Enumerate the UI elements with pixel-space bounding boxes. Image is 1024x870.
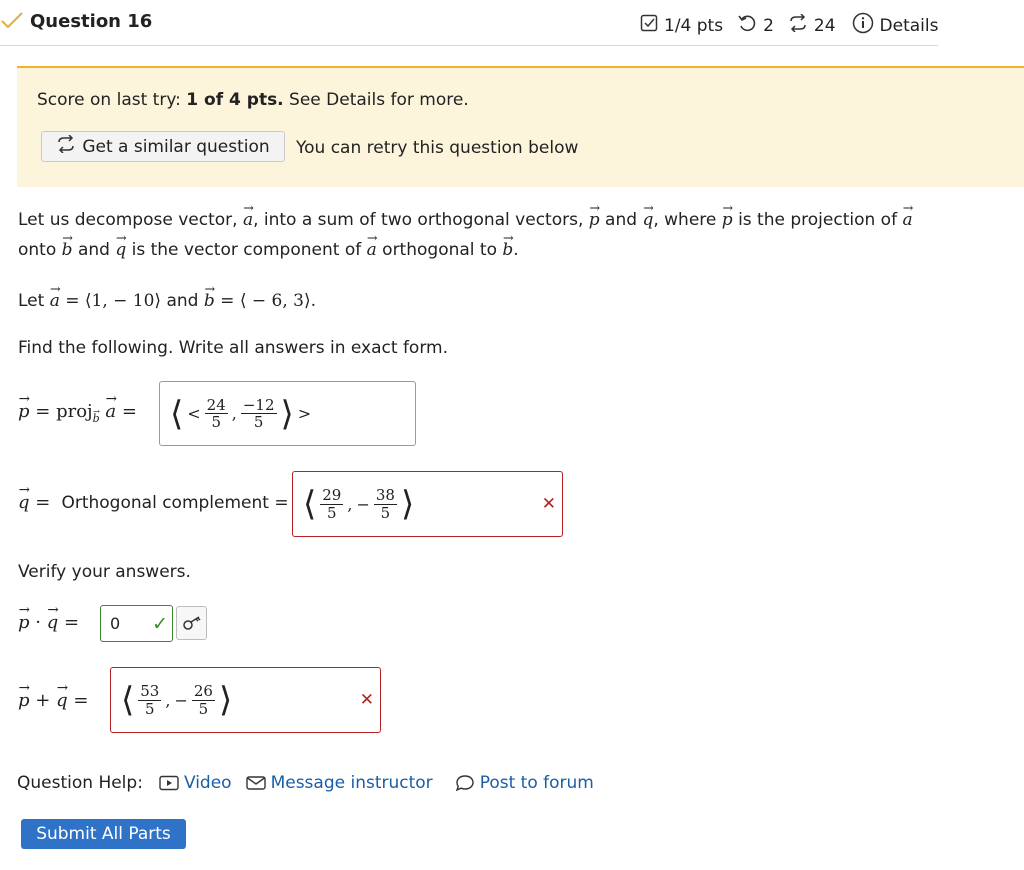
- right-angle: ⟩: [400, 484, 415, 524]
- text: =: [29, 492, 57, 513]
- text: =: [58, 612, 80, 633]
- numerator: 29: [322, 486, 342, 504]
- numerator: 38: [375, 486, 395, 504]
- vector-p: → p: [722, 210, 733, 230]
- q-component-2: [374, 487, 397, 521]
- vector-a: → a: [50, 291, 60, 311]
- vector-p: → p: [18, 690, 30, 711]
- incorrect-icon: ✕: [541, 494, 556, 514]
- question-status-bar: [640, 12, 938, 39]
- video-link[interactable]: [159, 773, 232, 793]
- retries-count: 2: [763, 15, 774, 36]
- points-text: 1/4 pts: [664, 15, 724, 36]
- denominator: 5: [327, 503, 337, 522]
- verify-label: Verify your answers.: [18, 562, 191, 582]
- text: and: [72, 240, 116, 260]
- vector-p: → p: [18, 401, 30, 422]
- left-angle: ⟨: [121, 680, 135, 720]
- numerator: 24: [206, 395, 226, 414]
- b-value: = ⟨ − 6, 3⟩.: [214, 291, 316, 311]
- right-angle: ⟩: [280, 393, 294, 434]
- video-icon: [159, 775, 179, 791]
- p-answer-input[interactable]: [159, 381, 416, 446]
- retry-text: You can retry this question below: [296, 138, 579, 158]
- p-label: [18, 401, 137, 425]
- comma: ,: [347, 494, 353, 514]
- text: orthogonal to: [376, 240, 503, 260]
- vector-q: → q: [115, 240, 126, 260]
- similar-question-label[interactable]: Get a similar question: [82, 136, 270, 157]
- check-icon: [0, 10, 24, 34]
- mail-icon: [246, 775, 266, 791]
- message-label[interactable]: Message instructor: [270, 773, 433, 793]
- submit-all-parts-button[interactable]: Submit All Parts: [21, 819, 186, 849]
- score-box-icon: [640, 14, 658, 37]
- dot-product-value[interactable]: 0: [110, 614, 121, 633]
- vector-q: → q: [18, 492, 30, 513]
- video-label[interactable]: Video: [183, 773, 232, 793]
- key-icon-button[interactable]: [176, 606, 207, 640]
- post-forum-link[interactable]: [455, 773, 594, 793]
- text: =: [116, 401, 137, 422]
- key-icon: [182, 615, 202, 631]
- correct-icon: ✓: [152, 613, 168, 635]
- vector-q: → q: [56, 690, 68, 711]
- left-angle: ⟨: [303, 484, 317, 524]
- instruction: Find the following. Write all answers in exact form.: [18, 338, 448, 358]
- text: =: [29, 401, 57, 422]
- vector-p: → p: [589, 210, 600, 230]
- versions-count: 24: [813, 15, 836, 36]
- q-label: [18, 492, 289, 513]
- score-suffix: See Details for more.: [283, 90, 469, 110]
- denominator: 5: [145, 699, 155, 718]
- lt-sign: <: [187, 404, 201, 423]
- vector-b: → b: [502, 240, 513, 260]
- gt-sign: >: [297, 404, 312, 423]
- text: =: [67, 690, 89, 711]
- p-component-2: [241, 397, 277, 431]
- q-component-1: [320, 487, 343, 521]
- numerator: 53: [140, 682, 160, 700]
- denominator: 5: [253, 413, 264, 431]
- details-label[interactable]: Details: [879, 15, 939, 36]
- a-value: = ⟨1, − 10⟩: [59, 291, 162, 311]
- score-banner: [17, 66, 1024, 187]
- dot-product-input[interactable]: [100, 605, 173, 642]
- numerator: −12: [242, 395, 275, 414]
- score-prefix: Score on last try:: [37, 90, 187, 110]
- text: onto: [18, 240, 62, 260]
- text: and: [599, 210, 643, 230]
- denominator: 5: [198, 699, 209, 718]
- text: is the projection of: [732, 210, 903, 230]
- vector-a: → a: [367, 240, 377, 260]
- incorrect-icon: ✕: [359, 690, 374, 710]
- sum-component-1: [138, 683, 161, 717]
- given-vectors: [18, 291, 316, 311]
- numerator: 26: [193, 682, 213, 700]
- header-divider: [0, 45, 938, 46]
- denominator: 5: [211, 413, 221, 431]
- minus-sign: −: [356, 494, 370, 514]
- versions-icon: [788, 14, 808, 37]
- vector-a: → a: [105, 401, 116, 422]
- text: and: [161, 291, 204, 311]
- dot-product-label: → p · → q =: [18, 612, 79, 633]
- left-angle: ⟨: [170, 393, 184, 434]
- q-label-text: Orthogonal complement =: [61, 493, 289, 513]
- problem-line-1: [18, 210, 913, 230]
- text: , where: [653, 210, 722, 230]
- vector-b: → $_b$: [93, 412, 100, 425]
- proj-text: proj: [56, 401, 93, 422]
- text: , into a sum of two orthogonal vectors,: [253, 210, 589, 230]
- vector-a: → a: [902, 210, 912, 230]
- sum-component-2: [192, 683, 215, 717]
- text: Let: [18, 291, 50, 311]
- vector-p: → p: [18, 612, 30, 633]
- vector-a: → a: [243, 210, 253, 230]
- forum-label[interactable]: Post to forum: [479, 773, 594, 793]
- score-message: [37, 90, 469, 110]
- sum-label: → p + → q =: [18, 690, 88, 711]
- question-title: Question 16: [30, 11, 153, 32]
- problem-line-2: onto → b and → q is the vector component of → a orthogonal to → b.: [18, 240, 519, 260]
- vector-q: → q: [642, 210, 653, 230]
- refresh-icon: [56, 135, 76, 158]
- info-icon: [852, 12, 874, 39]
- vector-q: → q: [47, 612, 59, 633]
- denominator: 5: [380, 503, 391, 522]
- text: Let us decompose vector,: [18, 210, 243, 230]
- right-angle: ⟩: [218, 680, 233, 720]
- minus-sign: −: [174, 690, 188, 710]
- p-component-1: [205, 397, 228, 431]
- score-value: 1 of 4 pts.: [186, 90, 284, 110]
- retry-icon: [737, 14, 757, 37]
- question-help: [17, 773, 594, 793]
- q-answer-input[interactable]: [292, 471, 563, 537]
- chat-bubble-icon: [455, 774, 475, 792]
- help-label: Question Help:: [17, 773, 143, 793]
- message-instructor-link[interactable]: [246, 773, 433, 793]
- comma: ,: [165, 690, 171, 710]
- comma: ,: [231, 404, 237, 423]
- sum-answer-input[interactable]: [110, 667, 381, 733]
- similar-question-button[interactable]: [41, 131, 285, 162]
- vector-b: → b: [204, 291, 215, 311]
- details-link[interactable]: [852, 12, 939, 39]
- vector-b: → b: [62, 240, 73, 260]
- text: is the vector component of: [126, 240, 367, 260]
